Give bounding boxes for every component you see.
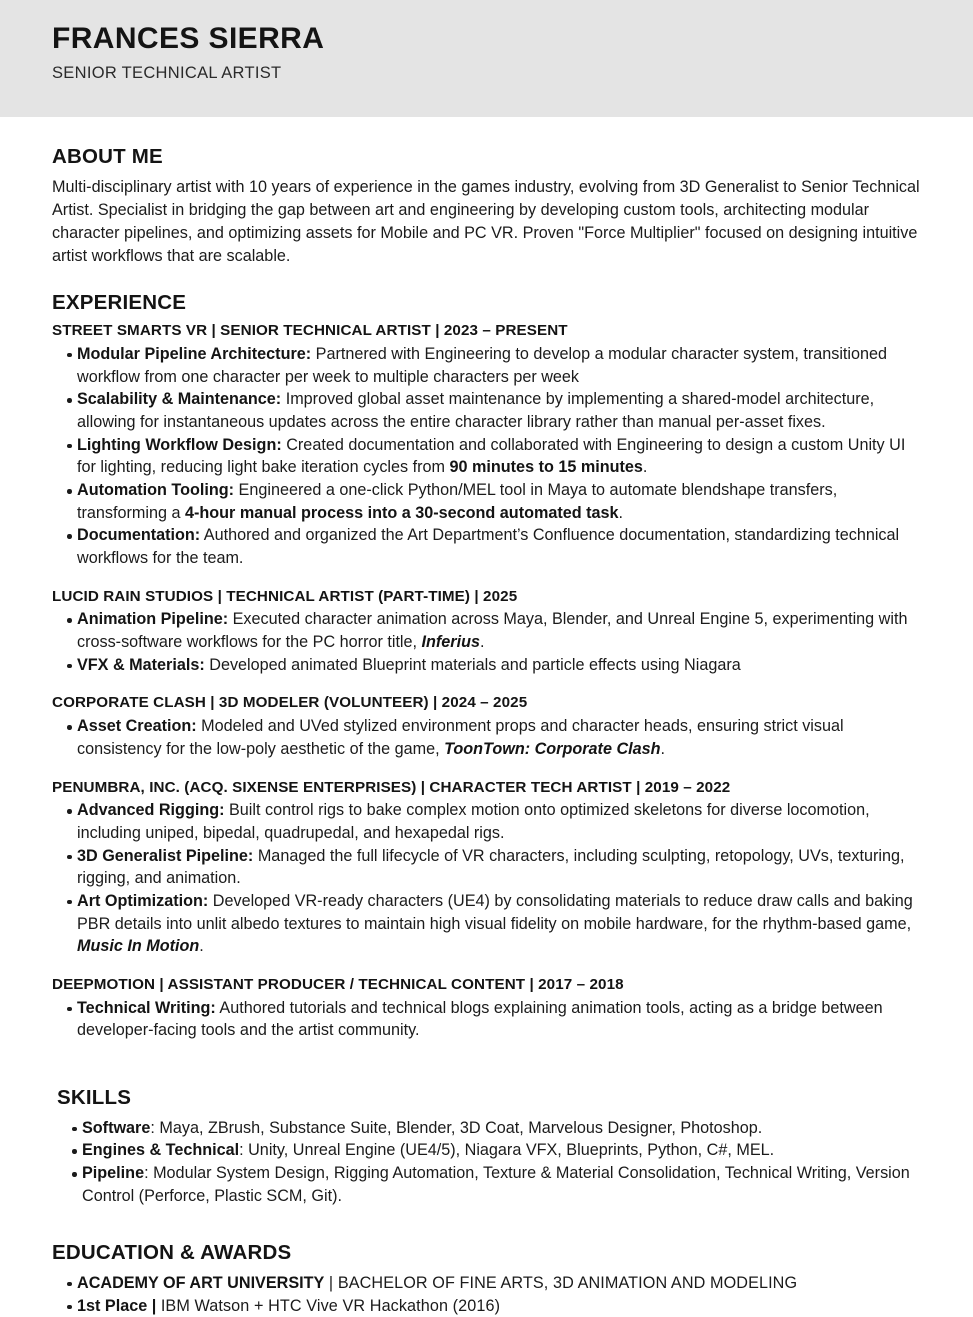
bullet-label: Scalability & Maintenance: [77,390,282,409]
bullet-title-italic: Music In Motion [77,937,200,956]
experience-entry [52,975,920,1042]
section-experience [52,268,920,1042]
experience-entry-header: STREET SMARTS VR | SENIOR TECHNICAL ARTIST | 2023 – PRESENT [52,322,568,340]
skill-category-label: Software [82,1118,151,1137]
education-list [52,1272,920,1317]
experience-entry [52,321,920,569]
bullet-label: 3D Generalist Pipeline: [77,846,254,865]
experience-entry-header: PENUMBRA, INC. (ACQ. SIXENSE ENTERPRISES) | CHARACTER TECH ARTIST | 2019 – 2022 [52,778,731,796]
experience-entry [52,778,920,958]
bullet-label: Technical Writing: [77,998,216,1017]
bullet-label: Animation Pipeline: [77,610,229,629]
experience-bullet: Asset Creation: Modeled and UVed stylized environment props and character heads, ensuring strict visual consistency for the low-poly aesthetic of the game, ToonTown: Corporate Clash. [52,715,920,760]
experience-bullet: Technical Writing: Authored tutorials and technical blogs explaining animation tools, acting as a bridge between developer-facing tools and the artist community. [52,997,920,1042]
experience-bullet: Advanced Rigging: Built control rigs to bake complex motion onto optimized skeletons for diverse locomotion, including uniped, bipedal, quadrupedal, and hexapedal rigs. [52,799,920,844]
education-item-label: ACADEMY OF ART UNIVERSITY [77,1273,325,1292]
bullet-label: Asset Creation: [77,717,197,736]
resume-body [0,117,973,1317]
bullet-title-italic: ToonTown: Corporate Clash [444,739,661,758]
skills-heading: SKILLS [57,1086,132,1110]
skills-list [57,1117,920,1208]
skill-item: Pipeline: Modular System Design, Rigging Automation, Texture & Material Consolidation, Technical Writing, Version Control (Perforce, Plastic SCM, Git). [57,1162,920,1207]
skill-category-label: Engines & Technical [82,1141,240,1160]
experience-entry-header: LUCID RAIN STUDIOS | TECHNICAL ARTIST (PART-TIME) | 2025 [52,587,518,605]
experience-bullet: 3D Generalist Pipeline: Managed the full lifecycle of VR characters, including sculpting, retopology, UVs, texturing, rigging, and animation. [52,845,920,890]
bullet-label: Modular Pipeline Architecture: [77,344,312,363]
about-me-paragraph: Multi-disciplinary artist with 10 years of experience in the games industry, evolving from 3D Generalist to Senior Technical Artist. Specialist in bridging the gap between art and engineering by developing custom tools, architecting modular character pipelines, and optimizing assets for Mobile and PC VR. Proven "Force Multiplier" focused on designing intuitive artist workflows that are scalable. [52,177,920,265]
experience-bullet-list [52,343,920,570]
experience-entry [52,693,920,760]
section-skills [52,1042,920,1207]
bullet-label: VFX & Materials: [77,655,205,674]
experience-bullet-list [52,799,920,958]
experience-bullet-list [52,608,920,676]
bullet-emphasis: 90 minutes to 15 minutes [449,458,643,477]
about-me-heading: ABOUT ME [52,145,163,168]
experience-entry-header: CORPORATE CLASH | 3D MODELER (VOLUNTEER) | 2024 – 2025 [52,694,528,712]
skill-item: Software: Maya, ZBrush, Substance Suite, Blender, 3D Coat, Marvelous Designer, Photoshop. [57,1117,920,1140]
experience-bullet: Art Optimization: Developed VR-ready characters (UE4) by consolidating materials to reduce draw calls and baking PBR details into unlit albedo textures to maintain high visual fidelity on mobile hardware, for the rhythm-based game, Music In Motion. [52,890,920,958]
experience-bullet: Animation Pipeline: Executed character animation across Maya, Blender, and Unreal Engine 5, experimenting with cross-software workflows for the PC horror title, Inferius. [52,608,920,653]
education-item [52,1272,920,1295]
candidate-name: FRANCES SIERRA [52,22,325,55]
experience-bullet: VFX & Materials: Developed animated Blueprint materials and particle effects using Niagara [52,654,920,677]
experience-bullet-list [52,997,920,1042]
experience-bullet: Documentation: Authored and organized the Art Department’s Confluence documentation, standardizing technical workflows for the team. [52,524,920,569]
bullet-label: Art Optimization: [77,891,209,910]
experience-bullet: Lighting Workflow Design: Created documentation and collaborated with Engineering to design a custom Unity UI for lighting, reducing light bake iteration cycles from 90 minutes to 15 minutes. [52,434,920,479]
experience-entry [52,587,920,677]
education-item-label: 1st Place | [77,1296,157,1315]
experience-entry-header: DEEPMOTION | ASSISTANT PRODUCER / TECHNICAL CONTENT | 2017 – 2018 [52,975,624,993]
experience-bullet: Scalability & Maintenance: Improved global asset maintenance by implementing a shared-model architecture, allowing for instantaneous updates across the entire character library rather than manual per-asset fixes. [52,388,920,433]
experience-heading: EXPERIENCE [52,290,187,314]
skill-item: Engines & Technical: Unity, Unreal Engine (UE4/5), Niagara VFX, Blueprints, Python, C#, MEL. [57,1139,920,1162]
experience-job-list [52,321,920,1042]
education-item-detail: IBM Watson + HTC Vive VR Hackathon (2016) [156,1296,501,1315]
bullet-label: Lighting Workflow Design: [77,435,282,454]
candidate-job-title: SENIOR TECHNICAL ARTIST [52,63,282,82]
resume-header-band [0,0,973,117]
education-item-detail: | BACHELOR OF FINE ARTS, 3D ANIMATION AND MODELING [324,1273,798,1292]
section-about-me [52,117,920,268]
experience-bullet-list [52,715,920,760]
section-education-awards [52,1207,920,1317]
bullet-label: Automation Tooling: [77,480,235,499]
experience-bullet: Automation Tooling: Engineered a one-click Python/MEL tool in Maya to automate blendshape transfers, transforming a 4-hour manual process into a 30-second automated task. [52,479,920,524]
experience-bullet: Modular Pipeline Architecture: Partnered with Engineering to develop a modular character system, transitioned workflow from one character per week to multiple characters per week [52,343,920,388]
education-heading: EDUCATION & AWARDS [52,1241,292,1265]
bullet-label: Documentation: [77,526,201,545]
bullet-title-italic: Inferius [421,633,480,652]
skill-category-label: Pipeline [82,1164,145,1182]
bullet-label: Advanced Rigging: [77,801,225,820]
education-item [52,1295,920,1317]
bullet-emphasis: 4-hour manual process into a 30-second automated task [184,503,619,522]
